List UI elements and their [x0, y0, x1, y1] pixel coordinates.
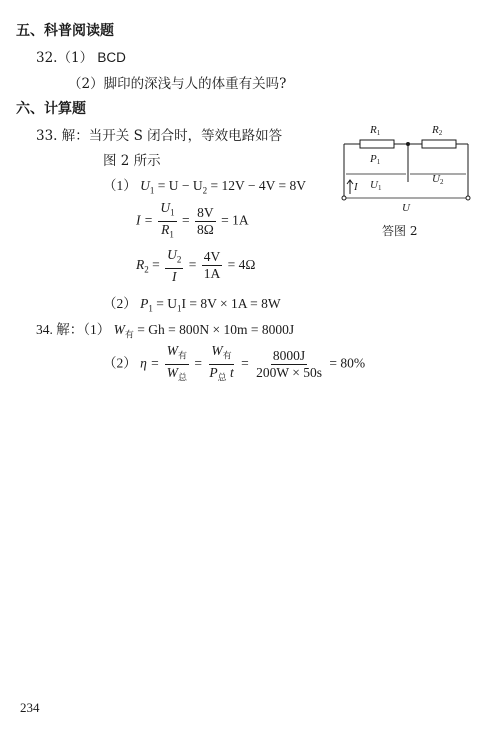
q33-eq4: [103, 292, 281, 314]
q34-eq1-w-sub: 有: [124, 329, 134, 340]
q33-eq2-equals: =: [181, 212, 190, 228]
q33-eq2-den1-sub: 1: [169, 229, 174, 240]
q33-eq3-frac2: [202, 249, 223, 282]
q34-part2-label: （2）: [103, 355, 137, 371]
q34-frac1-den: W: [166, 364, 178, 380]
q34-frac1: [165, 343, 189, 385]
q34-equals1: =: [194, 355, 202, 371]
q33-intro-line1: [36, 124, 282, 144]
q33-eq3-num1-sub: 2: [176, 254, 182, 265]
q33-eq1-minus-u2: − U: [181, 178, 203, 193]
q34-solve-label: 解：: [56, 322, 84, 337]
q33-eq3-equals2: =: [188, 256, 197, 272]
q34-frac2-den-t: t: [229, 364, 234, 380]
q33-eq3: [136, 247, 255, 285]
section-5-heading: 五、科普阅读题: [16, 23, 114, 39]
label-r2: R2: [432, 124, 443, 137]
q34-frac1-num-sub: 有: [177, 350, 187, 361]
q33-eq3-lhs: R: [136, 256, 145, 272]
q33-eq1: [103, 174, 306, 196]
resistor-r2: [422, 140, 456, 148]
q33-eq4-rest: I = 8V × 1A = 8W: [181, 296, 281, 311]
circuit-diagram: [336, 118, 476, 214]
q33-eq4-p1-sub: 1: [148, 303, 153, 314]
section-6-heading: 六、计算题: [16, 101, 86, 117]
label-u: U: [402, 202, 410, 214]
q34-eq1: [36, 318, 294, 341]
junction-node: [406, 142, 410, 146]
q34-equals2: =: [241, 355, 249, 371]
q33-part2-label: （2）: [103, 296, 137, 311]
q33-eq1-u1: U: [140, 178, 150, 193]
q33-eq4-u1: = U: [156, 296, 177, 311]
q34-eq1-rest: = Gh = 800N × 10m = 8000J: [137, 322, 295, 337]
q33-eq3-equals1: =: [152, 256, 160, 272]
label-p1: P1: [370, 153, 381, 166]
q34-frac2: [207, 343, 235, 385]
q33-eq3-num1: U: [167, 247, 177, 262]
q33-intro-text1: 当开关 S 闭合时，等效电路如答: [88, 128, 283, 144]
q34-part1-label: （1）: [83, 322, 111, 337]
q34-frac3-den: 200W × 50s: [256, 364, 322, 380]
terminal-right: [466, 196, 470, 200]
q33-eq3-den2: 1A: [203, 266, 221, 282]
q34-frac1-num: W: [166, 343, 178, 358]
q33-intro-line2: 图 2 所示: [103, 153, 161, 169]
q34-eq1-w: W: [113, 322, 125, 337]
q33-eq3-num2: 4V: [203, 249, 221, 265]
q34-frac2-num: W: [211, 343, 223, 358]
q33-eq2-rhs: = 1A: [221, 212, 249, 228]
q32-part2-answer: 脚印的深浅与人的体重有关吗?: [103, 76, 287, 92]
q33-eq1-rest: = 12V − 4V = 8V: [210, 178, 306, 193]
q33-eq3-den1: I: [172, 268, 177, 284]
q34-eq2: [103, 343, 365, 385]
q33-eq3-lhs-sub: 2: [144, 264, 149, 275]
q32-number: 32.: [36, 50, 58, 66]
q34-frac3-num: 8000J: [272, 347, 306, 363]
q33-eq2: [136, 200, 249, 242]
q33-solve-label: 解：: [61, 128, 89, 144]
q33-number: 33.: [36, 128, 58, 144]
q34-frac2-num-sub: 有: [222, 350, 232, 361]
q33-eq2-frac2: [195, 205, 216, 238]
q33-eq1-u2-sub: 2: [202, 185, 208, 196]
figure-caption: 答图 2: [382, 224, 418, 238]
q34-frac2-den-p: P: [209, 364, 218, 380]
q34-number: 34.: [36, 322, 53, 337]
q33-eq4-u1-sub: 1: [177, 303, 182, 314]
q32-part1-answer: BCD: [97, 50, 126, 65]
q32-part2-label: （2）: [68, 76, 104, 92]
q34-frac3: [254, 348, 324, 381]
label-i: I: [354, 181, 358, 193]
q33-eq2-num2: 8V: [197, 204, 214, 220]
label-u1: U1: [370, 179, 382, 192]
q33-eq3-frac1: [165, 247, 183, 285]
q32-line1: [36, 46, 126, 66]
label-u2: U2: [432, 173, 444, 186]
label-r1: R1: [370, 124, 381, 137]
q34-eta: η =: [140, 355, 160, 371]
q34-rhs: = 80%: [329, 355, 366, 371]
q33-eq2-den1: R: [161, 221, 170, 237]
q33-eq4-p1: P: [140, 296, 149, 311]
q33-eq2-lhs: I =: [136, 212, 153, 228]
q34-frac2-den-sub: 总: [217, 372, 227, 383]
q34-frac1-den-sub: 总: [177, 372, 187, 383]
q33-eq2-num1: U: [160, 200, 171, 215]
terminal-left: [342, 196, 346, 200]
page-number: 234: [20, 700, 40, 715]
q32-line2: [68, 72, 286, 92]
q33-part1-label: （1）: [103, 178, 137, 193]
q33-eq1-u1-sub: 1: [149, 185, 155, 196]
q33-eq2-frac1: [158, 200, 176, 242]
q33-eq2-num1-sub: 1: [170, 207, 175, 218]
q33-eq1-u: = U: [157, 178, 179, 193]
q33-eq2-den2: 8Ω: [196, 221, 214, 237]
q32-part1-label: （1）: [57, 50, 94, 66]
resistor-r1: [360, 140, 394, 148]
q33-eq3-rhs: = 4Ω: [227, 256, 256, 272]
